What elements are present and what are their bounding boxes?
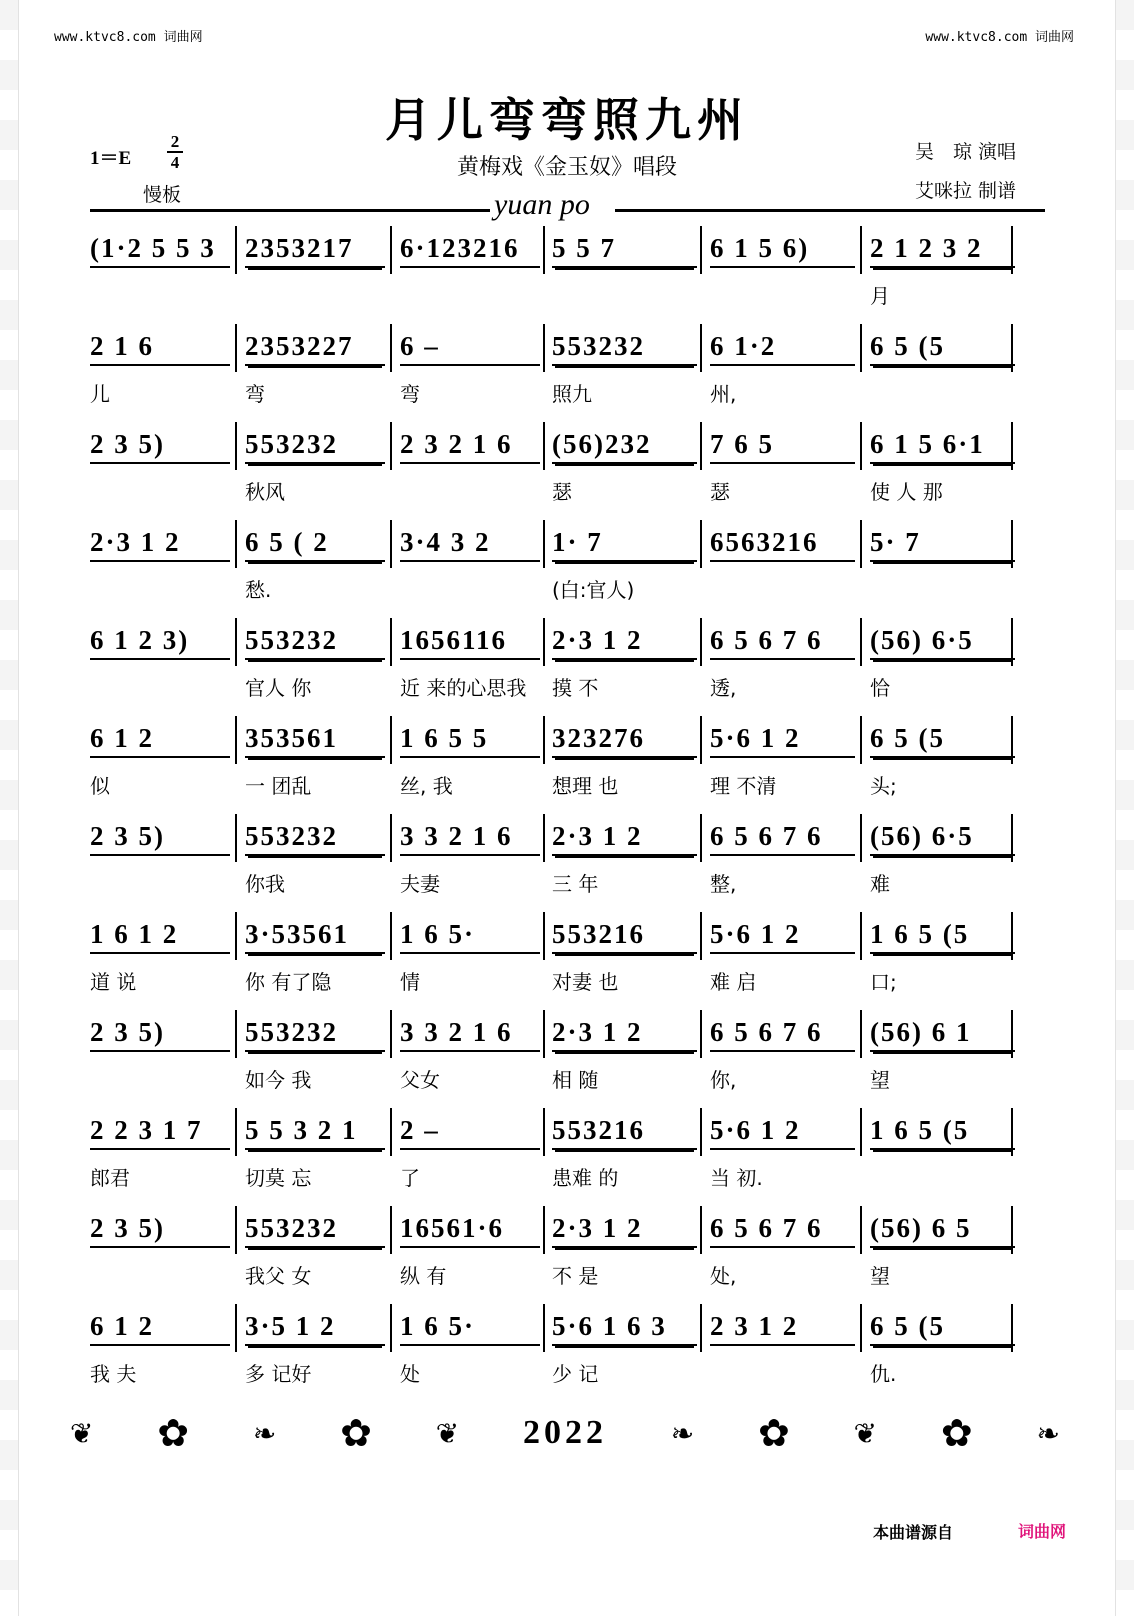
- bar-line: [1011, 912, 1013, 960]
- lyric: 情: [400, 970, 420, 994]
- measure: 6 –: [400, 328, 540, 366]
- measure: 2 3 5): [90, 426, 230, 464]
- measure: 6 5 ( 2: [245, 524, 385, 562]
- score-row: [90, 220, 1050, 308]
- header-site-left: www.ktvc8.com 词曲网: [54, 30, 203, 45]
- measure: 6 5 6 7 6: [710, 1210, 855, 1248]
- measure: 2353227: [245, 328, 385, 366]
- bar-line: [700, 1304, 702, 1352]
- measure: 553232: [245, 426, 385, 464]
- measure: 553232: [245, 818, 385, 856]
- swirl-icon: ❧: [1036, 1416, 1060, 1450]
- bar-line: [390, 618, 392, 666]
- measure: 6 1 2: [90, 720, 230, 758]
- bar-line: [543, 1010, 545, 1058]
- measure: 1 6 5·: [400, 916, 540, 954]
- measure: 6 5 (5: [870, 720, 1015, 758]
- bar-line: [860, 422, 862, 470]
- score-row: [90, 1004, 1050, 1092]
- swirl-icon: ❦: [853, 1416, 878, 1450]
- lyric: 你,: [710, 1068, 737, 1092]
- bar-line: [390, 1304, 392, 1352]
- lyric: 难 启: [710, 970, 757, 994]
- measure: (56) 6 1: [870, 1014, 1015, 1052]
- lyric: 夫妻: [400, 872, 440, 896]
- measure: (56) 6·5: [870, 818, 1015, 856]
- bar-line: [390, 1108, 392, 1156]
- bar-line: [1011, 814, 1013, 862]
- bar-line: [235, 1304, 237, 1352]
- measure: 553232: [245, 1014, 385, 1052]
- bar-line: [1011, 324, 1013, 372]
- bar-line: [543, 422, 545, 470]
- measure: 6 5 6 7 6: [710, 622, 855, 660]
- lyric: 月: [870, 284, 890, 308]
- bar-line: [235, 1108, 237, 1156]
- lyric: 仇.: [870, 1362, 897, 1386]
- bar-line: [235, 226, 237, 274]
- measure: 2·3 1 2: [552, 622, 697, 660]
- measure: 6 5 6 7 6: [710, 818, 855, 856]
- header-site-right: www.ktvc8.com 词曲网: [925, 30, 1074, 45]
- lyric: 使 人 那: [870, 480, 943, 504]
- bar-line: [700, 618, 702, 666]
- bar-line: [1011, 1010, 1013, 1058]
- measure: 3 3 2 1 6: [400, 1014, 540, 1052]
- tempo-marking: 慢板: [143, 184, 182, 206]
- measure: 353561: [245, 720, 385, 758]
- measure: 3·5 1 2: [245, 1308, 385, 1346]
- score-row: [90, 514, 1050, 602]
- measure: 6 5 6 7 6: [710, 1014, 855, 1052]
- measure: 6 1 2 3): [90, 622, 230, 660]
- measure: 5·6 1 2: [710, 1112, 855, 1150]
- bar-line: [700, 912, 702, 960]
- measure: 2·3 1 2: [90, 524, 230, 562]
- measure: 6563216: [710, 524, 855, 562]
- measure: 2 1 6: [90, 328, 230, 366]
- bar-line: [860, 1206, 862, 1254]
- bar-line: [543, 226, 545, 274]
- measure: 3·4 3 2: [400, 524, 540, 562]
- lyric: 道 说: [90, 970, 137, 994]
- bar-line: [700, 520, 702, 568]
- bar-line: [1011, 716, 1013, 764]
- header-divider-right: [615, 209, 1045, 212]
- lyric: 瑟: [552, 480, 572, 504]
- lyric: 了: [400, 1166, 420, 1190]
- measure: 2·3 1 2: [552, 1210, 697, 1248]
- bar-line: [700, 422, 702, 470]
- flower-icon: ✿: [340, 1411, 372, 1455]
- measure: 6 1 5 6): [710, 230, 855, 268]
- bar-line: [1011, 422, 1013, 470]
- bar-line: [235, 1206, 237, 1254]
- bar-line: [1011, 618, 1013, 666]
- bar-line: [543, 1206, 545, 1254]
- bar-line: [860, 1304, 862, 1352]
- lyric: 想理 也: [552, 774, 619, 798]
- measure: 6 5 (5: [870, 1308, 1015, 1346]
- lyric: 一 团乱: [245, 774, 312, 798]
- bar-line: [860, 226, 862, 274]
- lyric: (白:官人): [552, 578, 635, 602]
- lyric: 望: [870, 1068, 890, 1092]
- lyric: 多 记好: [245, 1362, 312, 1386]
- bar-line: [700, 716, 702, 764]
- measure: 16561·6: [400, 1210, 540, 1248]
- score-row: [90, 318, 1050, 406]
- lyric: 口;: [870, 970, 897, 994]
- lyric: 如今 我: [245, 1068, 312, 1092]
- score-row: [90, 808, 1050, 896]
- measure: 2 3 5): [90, 818, 230, 856]
- measure: 7 6 5: [710, 426, 855, 464]
- flower-icon: ✿: [940, 1411, 973, 1455]
- bar-line: [1011, 226, 1013, 274]
- bar-line: [1011, 1108, 1013, 1156]
- swirl-icon: ❧: [252, 1416, 277, 1450]
- flower-icon: ✿: [758, 1411, 790, 1455]
- measure: (56)232: [552, 426, 697, 464]
- bar-line: [700, 814, 702, 862]
- meter-top: 2: [170, 132, 180, 151]
- measure: (1·2 5 5 3: [90, 230, 230, 268]
- lyric: 弯: [400, 382, 420, 406]
- score-subtitle: 黄梅戏《金玉奴》唱段: [456, 155, 677, 180]
- bar-line: [860, 716, 862, 764]
- bar-line: [543, 618, 545, 666]
- lyric: 丝, 我: [400, 774, 453, 798]
- measure: 1 6 5 (5: [870, 916, 1015, 954]
- measure: 553232: [245, 1210, 385, 1248]
- measure: 1 6 5·: [400, 1308, 540, 1346]
- bar-line: [860, 520, 862, 568]
- lyric: 头;: [870, 774, 897, 798]
- bar-line: [390, 1206, 392, 1254]
- lyric: 儿: [90, 382, 110, 406]
- signature: yuan po: [494, 188, 590, 221]
- measure: 2 –: [400, 1112, 540, 1150]
- lyric: 我 夫: [90, 1362, 137, 1386]
- lyric: 你 有了隐: [245, 970, 332, 994]
- bar-line: [860, 324, 862, 372]
- bar-line: [860, 618, 862, 666]
- measure: 2353217: [245, 230, 385, 268]
- measure: 2·3 1 2: [552, 818, 697, 856]
- measure: 5·6 1 2: [710, 916, 855, 954]
- lyric: 难: [870, 872, 890, 896]
- bar-line: [860, 1108, 862, 1156]
- measure: 553232: [245, 622, 385, 660]
- bar-line: [543, 814, 545, 862]
- lyric: 似: [90, 774, 110, 798]
- source-label: 本曲谱源自: [873, 1523, 954, 1542]
- lyric: 患难 的: [552, 1166, 619, 1190]
- measure: 2 3 5): [90, 1210, 230, 1248]
- measure: 6·123216: [400, 230, 540, 268]
- lyric: 处,: [710, 1264, 737, 1288]
- measure: 5 5 7: [552, 230, 697, 268]
- swirl-icon: ❧: [670, 1416, 695, 1450]
- score-row: [90, 906, 1050, 994]
- bar-line: [390, 422, 392, 470]
- measure: 5· 7: [870, 524, 1015, 562]
- score-row: [90, 710, 1050, 798]
- bar-line: [1011, 520, 1013, 568]
- bar-line: [860, 814, 862, 862]
- lyric: 理 不清: [710, 774, 777, 798]
- bar-line: [860, 912, 862, 960]
- transcriber-credit: 艾咪拉 制谱: [914, 180, 1016, 202]
- bar-line: [700, 226, 702, 274]
- bar-line: [700, 324, 702, 372]
- site-logo: 词曲网: [1018, 1522, 1067, 1541]
- bar-line: [390, 226, 392, 274]
- bar-line: [390, 324, 392, 372]
- lyric: 愁.: [245, 578, 272, 602]
- bar-line: [235, 814, 237, 862]
- footer-ornament: [70, 1408, 1060, 1458]
- measure: 553232: [552, 328, 697, 366]
- measure: 3 3 2 1 6: [400, 818, 540, 856]
- bar-line: [700, 1108, 702, 1156]
- measure: 2 3 1 2: [710, 1308, 855, 1346]
- bar-line: [390, 814, 392, 862]
- lyric: 瑟: [710, 480, 730, 504]
- bar-line: [235, 324, 237, 372]
- bar-line: [235, 422, 237, 470]
- lyric: 当 初.: [710, 1166, 763, 1190]
- bar-line: [390, 1010, 392, 1058]
- bar-line: [543, 1304, 545, 1352]
- lyric: 郎君: [90, 1166, 130, 1190]
- lyric: 弯: [245, 382, 265, 406]
- lyric: 官人 你: [245, 676, 312, 700]
- header-divider-left: [90, 209, 490, 212]
- measure: 323276: [552, 720, 697, 758]
- measure: 6 1 5 6·1: [870, 426, 1015, 464]
- bar-line: [543, 324, 545, 372]
- bar-line: [1011, 1206, 1013, 1254]
- bar-line: [1011, 1304, 1013, 1352]
- score-row: [90, 1200, 1050, 1288]
- measure: (56) 6 5: [870, 1210, 1015, 1248]
- singer-credit: 吴 琼 演唱: [914, 141, 1016, 163]
- bar-line: [860, 1010, 862, 1058]
- measure: 5·6 1 2: [710, 720, 855, 758]
- score-row: [90, 416, 1050, 504]
- lyric: 州,: [710, 382, 737, 406]
- lyric: 秋风: [245, 480, 285, 504]
- measure: 1656116: [400, 622, 540, 660]
- lyric: 整,: [710, 872, 737, 896]
- lyric: 纵 有: [400, 1264, 447, 1288]
- measure: 6 1·2: [710, 328, 855, 366]
- bar-line: [235, 716, 237, 764]
- lyric: 恰: [870, 676, 890, 700]
- lyric: 处: [400, 1362, 420, 1386]
- measure: 1 6 5 5: [400, 720, 540, 758]
- lyric: 不 是: [552, 1264, 599, 1288]
- swirl-icon: ❦: [435, 1416, 460, 1450]
- lyric: 摸 不: [552, 676, 599, 700]
- left-margin-strip: [0, 0, 19, 1616]
- bar-line: [235, 618, 237, 666]
- lyric: 透,: [710, 676, 737, 700]
- meter-bottom: 4: [170, 153, 180, 172]
- score-row: [90, 1298, 1050, 1386]
- score-title: 月儿弯弯照九州: [385, 93, 749, 147]
- footer-year: 2022: [523, 1414, 607, 1451]
- score-row: [90, 612, 1050, 700]
- measure: 2 2 3 1 7: [90, 1112, 230, 1150]
- bar-line: [235, 520, 237, 568]
- lyric: 近 来的心思我: [400, 676, 527, 700]
- bar-line: [235, 1010, 237, 1058]
- measure: 553216: [552, 916, 697, 954]
- lyric: 少 记: [552, 1362, 599, 1386]
- right-margin-strip: [1115, 0, 1134, 1616]
- measure: 3·53561: [245, 916, 385, 954]
- measure: 2 1 2 3 2: [870, 230, 1015, 268]
- lyric: 我父 女: [245, 1264, 312, 1288]
- key-signature: 1＝E: [90, 148, 132, 169]
- measure: 2 3 5): [90, 1014, 230, 1052]
- lyric: 望: [870, 1264, 890, 1288]
- lyric: 三 年: [552, 872, 599, 896]
- bar-line: [700, 1206, 702, 1254]
- measure: (56) 6·5: [870, 622, 1015, 660]
- lyric: 你我: [245, 872, 285, 896]
- bar-line: [543, 912, 545, 960]
- lyric: 照九: [552, 382, 592, 406]
- measure: 6 1 2: [90, 1308, 230, 1346]
- measure: 1 6 5 (5: [870, 1112, 1015, 1150]
- measure: 2·3 1 2: [552, 1014, 697, 1052]
- measure: 553216: [552, 1112, 697, 1150]
- lyric: 对妻 也: [552, 970, 619, 994]
- measure: 6 5 (5: [870, 328, 1015, 366]
- bar-line: [543, 520, 545, 568]
- lyric: 切莫 忘: [245, 1166, 312, 1190]
- measure: 5·6 1 6 3: [552, 1308, 697, 1346]
- measure: 1· 7: [552, 524, 697, 562]
- bar-line: [390, 520, 392, 568]
- score-row: [90, 1102, 1050, 1190]
- measure: 1 6 1 2: [90, 916, 230, 954]
- bar-line: [390, 716, 392, 764]
- bar-line: [700, 1010, 702, 1058]
- swirl-icon: ❦: [70, 1416, 94, 1450]
- lyric: 父女: [400, 1068, 440, 1092]
- bar-line: [390, 912, 392, 960]
- flower-icon: ✿: [157, 1411, 190, 1455]
- bar-line: [235, 912, 237, 960]
- measure: 5 5 3 2 1: [245, 1112, 385, 1150]
- bar-line: [543, 716, 545, 764]
- measure: 2 3 2 1 6: [400, 426, 540, 464]
- bar-line: [543, 1108, 545, 1156]
- lyric: 相 随: [552, 1068, 599, 1092]
